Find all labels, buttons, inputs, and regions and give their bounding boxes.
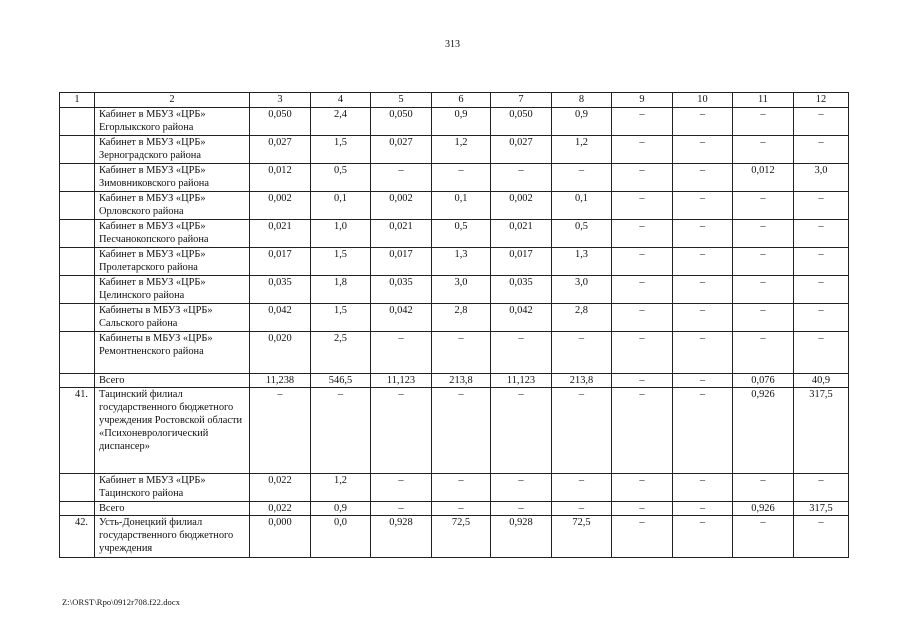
value-cell: – bbox=[371, 332, 432, 374]
table-row bbox=[60, 388, 849, 474]
value-cell: – bbox=[432, 332, 491, 374]
table-row bbox=[60, 220, 849, 248]
value-cell: – bbox=[733, 136, 794, 164]
value-cell: – bbox=[794, 276, 849, 304]
row-number-cell bbox=[60, 502, 95, 516]
value-cell: 0,022 bbox=[250, 502, 311, 516]
value-cell: – bbox=[794, 516, 849, 558]
page-number: 313 bbox=[445, 39, 460, 50]
value-cell: – bbox=[371, 388, 432, 474]
row-name-cell: Кабинет в МБУЗ «ЦРБ» Егорлыкского района bbox=[95, 108, 250, 136]
value-cell: 72,5 bbox=[552, 516, 612, 558]
value-cell: – bbox=[733, 304, 794, 332]
row-name-cell: Кабинет в МБУЗ «ЦРБ» Тацинского района bbox=[95, 474, 250, 502]
value-cell: 0,9 bbox=[311, 502, 371, 516]
value-cell: – bbox=[673, 304, 733, 332]
value-cell: 0,027 bbox=[371, 136, 432, 164]
value-cell: – bbox=[794, 192, 849, 220]
value-cell: – bbox=[552, 388, 612, 474]
column-number-header: 1 bbox=[60, 93, 95, 108]
value-cell: 0,9 bbox=[552, 108, 612, 136]
value-cell: – bbox=[552, 164, 612, 192]
value-cell: 11,238 bbox=[250, 374, 311, 388]
row-number-cell bbox=[60, 474, 95, 502]
value-cell: – bbox=[491, 474, 552, 502]
value-cell: – bbox=[794, 474, 849, 502]
value-cell: – bbox=[432, 388, 491, 474]
value-cell: 0,035 bbox=[250, 276, 311, 304]
value-cell: 317,5 bbox=[794, 502, 849, 516]
value-cell: – bbox=[733, 220, 794, 248]
value-cell: 0,020 bbox=[250, 332, 311, 374]
value-cell: 0,027 bbox=[491, 136, 552, 164]
value-cell: – bbox=[491, 164, 552, 192]
value-cell: – bbox=[612, 108, 673, 136]
column-number-header: 5 bbox=[371, 93, 432, 108]
value-cell: – bbox=[673, 516, 733, 558]
value-cell: 0,002 bbox=[371, 192, 432, 220]
value-cell: – bbox=[491, 332, 552, 374]
value-cell: 0,1 bbox=[311, 192, 371, 220]
row-name-cell: Кабинет в МБУЗ «ЦРБ» Орловского района bbox=[95, 192, 250, 220]
value-cell: – bbox=[612, 136, 673, 164]
value-cell: – bbox=[733, 248, 794, 276]
value-cell: 0,050 bbox=[371, 108, 432, 136]
value-cell: – bbox=[491, 388, 552, 474]
value-cell: 0,022 bbox=[250, 474, 311, 502]
table-row bbox=[60, 248, 849, 276]
value-cell: 0,050 bbox=[250, 108, 311, 136]
column-number-header: 7 bbox=[491, 93, 552, 108]
value-cell: – bbox=[612, 516, 673, 558]
value-cell: 546,5 bbox=[311, 374, 371, 388]
value-cell: 0,017 bbox=[491, 248, 552, 276]
value-cell: – bbox=[733, 108, 794, 136]
value-cell: 0,012 bbox=[733, 164, 794, 192]
value-cell: 11,123 bbox=[491, 374, 552, 388]
value-cell: 0,1 bbox=[552, 192, 612, 220]
column-number-header: 11 bbox=[733, 93, 794, 108]
row-name-cell: Всего bbox=[95, 502, 250, 516]
value-cell: – bbox=[612, 220, 673, 248]
value-cell: 0,002 bbox=[250, 192, 311, 220]
value-cell: 0,021 bbox=[250, 220, 311, 248]
column-number-header: 4 bbox=[311, 93, 371, 108]
table-row bbox=[60, 304, 849, 332]
value-cell: 1,3 bbox=[552, 248, 612, 276]
value-cell: – bbox=[794, 304, 849, 332]
value-cell: 1,2 bbox=[552, 136, 612, 164]
value-cell: – bbox=[794, 220, 849, 248]
value-cell: – bbox=[612, 332, 673, 374]
column-number-header: 3 bbox=[250, 93, 311, 108]
value-cell: 72,5 bbox=[432, 516, 491, 558]
column-number-header: 8 bbox=[552, 93, 612, 108]
table-row bbox=[60, 374, 849, 388]
value-cell: – bbox=[552, 332, 612, 374]
row-number-cell bbox=[60, 164, 95, 192]
value-cell: 0,050 bbox=[491, 108, 552, 136]
value-cell: – bbox=[673, 108, 733, 136]
value-cell: – bbox=[673, 276, 733, 304]
value-cell: 0,076 bbox=[733, 374, 794, 388]
value-cell: – bbox=[491, 502, 552, 516]
value-cell: – bbox=[612, 474, 673, 502]
value-cell: 1,5 bbox=[311, 304, 371, 332]
row-number-cell bbox=[60, 220, 95, 248]
value-cell: 0,928 bbox=[371, 516, 432, 558]
row-name-cell: Кабинет в МБУЗ «ЦРБ» Зерноградского района bbox=[95, 136, 250, 164]
column-number-header: 6 bbox=[432, 93, 491, 108]
table-row bbox=[60, 136, 849, 164]
row-number-cell: 42. bbox=[60, 516, 95, 558]
value-cell: 0,042 bbox=[371, 304, 432, 332]
value-cell: 3,0 bbox=[552, 276, 612, 304]
value-cell: 0,042 bbox=[491, 304, 552, 332]
value-cell: – bbox=[733, 332, 794, 374]
value-cell: – bbox=[673, 220, 733, 248]
table-header-row bbox=[60, 93, 849, 108]
row-name-cell: Кабинет в МБУЗ «ЦРБ» Целинского района bbox=[95, 276, 250, 304]
value-cell: – bbox=[673, 248, 733, 276]
row-number-cell bbox=[60, 136, 95, 164]
value-cell: – bbox=[612, 304, 673, 332]
value-cell: – bbox=[432, 502, 491, 516]
value-cell: – bbox=[673, 136, 733, 164]
value-cell: – bbox=[673, 374, 733, 388]
table-row bbox=[60, 276, 849, 304]
value-cell: 0,035 bbox=[371, 276, 432, 304]
value-cell: 1,5 bbox=[311, 136, 371, 164]
value-cell: 11,123 bbox=[371, 374, 432, 388]
value-cell: 0,002 bbox=[491, 192, 552, 220]
row-number-cell bbox=[60, 276, 95, 304]
value-cell: 0,027 bbox=[250, 136, 311, 164]
value-cell: – bbox=[673, 192, 733, 220]
value-cell: 2,8 bbox=[552, 304, 612, 332]
value-cell: 0,926 bbox=[733, 388, 794, 474]
row-name-cell: Кабинет в МБУЗ «ЦРБ» Пролетарского района bbox=[95, 248, 250, 276]
value-cell: 213,8 bbox=[552, 374, 612, 388]
value-cell: 0,021 bbox=[371, 220, 432, 248]
value-cell: – bbox=[612, 374, 673, 388]
row-number-cell bbox=[60, 108, 95, 136]
value-cell: 0,928 bbox=[491, 516, 552, 558]
value-cell: – bbox=[612, 164, 673, 192]
file-path-footer: Z:\ORST\Rpo\0912r708.f22.docx bbox=[62, 597, 181, 607]
value-cell: – bbox=[371, 502, 432, 516]
value-cell: 2,4 bbox=[311, 108, 371, 136]
value-cell: 0,5 bbox=[311, 164, 371, 192]
table-row bbox=[60, 502, 849, 516]
value-cell: – bbox=[612, 248, 673, 276]
value-cell: 0,5 bbox=[432, 220, 491, 248]
row-name-cell: Кабинеты в МБУЗ «ЦРБ» Сальского района bbox=[95, 304, 250, 332]
row-number-cell bbox=[60, 248, 95, 276]
value-cell: – bbox=[794, 332, 849, 374]
value-cell: 1,5 bbox=[311, 248, 371, 276]
value-cell: 2,5 bbox=[311, 332, 371, 374]
value-cell: 3,0 bbox=[432, 276, 491, 304]
value-cell: – bbox=[250, 388, 311, 474]
value-cell: 1,2 bbox=[432, 136, 491, 164]
value-cell: 0,021 bbox=[491, 220, 552, 248]
value-cell: 1,0 bbox=[311, 220, 371, 248]
row-number-cell: 41. bbox=[60, 388, 95, 474]
column-number-header: 2 bbox=[95, 93, 250, 108]
value-cell: – bbox=[612, 192, 673, 220]
value-cell: 3,0 bbox=[794, 164, 849, 192]
value-cell: – bbox=[673, 502, 733, 516]
value-cell: – bbox=[371, 164, 432, 192]
table-row bbox=[60, 164, 849, 192]
value-cell: 0,012 bbox=[250, 164, 311, 192]
data-table bbox=[59, 92, 849, 558]
table-row bbox=[60, 332, 849, 374]
value-cell: 1,2 bbox=[311, 474, 371, 502]
value-cell: 0,5 bbox=[552, 220, 612, 248]
value-cell: – bbox=[311, 388, 371, 474]
value-cell: 40,9 bbox=[794, 374, 849, 388]
row-number-cell bbox=[60, 192, 95, 220]
value-cell: – bbox=[673, 332, 733, 374]
value-cell: – bbox=[612, 502, 673, 516]
value-cell: – bbox=[794, 108, 849, 136]
value-cell: 0,0 bbox=[311, 516, 371, 558]
value-cell: 0,017 bbox=[371, 248, 432, 276]
value-cell: – bbox=[733, 192, 794, 220]
value-cell: – bbox=[371, 474, 432, 502]
column-number-header: 10 bbox=[673, 93, 733, 108]
row-name-cell: Усть-Донецкий филиал государственного бюджетного учреждения bbox=[95, 516, 250, 558]
value-cell: – bbox=[673, 164, 733, 192]
value-cell: 1,8 bbox=[311, 276, 371, 304]
value-cell: – bbox=[552, 474, 612, 502]
value-cell: 0,017 bbox=[250, 248, 311, 276]
value-cell: 0,042 bbox=[250, 304, 311, 332]
value-cell: – bbox=[733, 276, 794, 304]
value-cell: 213,8 bbox=[432, 374, 491, 388]
value-cell: 0,1 bbox=[432, 192, 491, 220]
value-cell: 0,9 bbox=[432, 108, 491, 136]
row-name-cell: Всего bbox=[95, 374, 250, 388]
column-number-header: 12 bbox=[794, 93, 849, 108]
value-cell: – bbox=[733, 516, 794, 558]
value-cell: – bbox=[552, 502, 612, 516]
row-number-cell bbox=[60, 304, 95, 332]
value-cell: – bbox=[432, 474, 491, 502]
value-cell: – bbox=[612, 276, 673, 304]
row-name-cell: Кабинет в МБУЗ «ЦРБ» Зимовниковского района bbox=[95, 164, 250, 192]
row-number-cell bbox=[60, 332, 95, 374]
value-cell: 0,035 bbox=[491, 276, 552, 304]
value-cell: – bbox=[673, 388, 733, 474]
value-cell: – bbox=[733, 474, 794, 502]
row-name-cell: Кабинеты в МБУЗ «ЦРБ» Ремонтненского района bbox=[95, 332, 250, 374]
value-cell: 2,8 bbox=[432, 304, 491, 332]
value-cell: – bbox=[794, 248, 849, 276]
value-cell: 317,5 bbox=[794, 388, 849, 474]
table-row bbox=[60, 474, 849, 502]
table-row bbox=[60, 516, 849, 558]
row-number-cell bbox=[60, 374, 95, 388]
value-cell: 0,926 bbox=[733, 502, 794, 516]
table-row bbox=[60, 108, 849, 136]
value-cell: – bbox=[673, 474, 733, 502]
table-row bbox=[60, 192, 849, 220]
value-cell: – bbox=[432, 164, 491, 192]
row-name-cell: Тацинский филиал государственного бюджетного учреждения Ростовской области «Психоневрологический диспансер» bbox=[95, 388, 250, 474]
row-name-cell: Кабинет в МБУЗ «ЦРБ» Песчанокопского района bbox=[95, 220, 250, 248]
value-cell: – bbox=[612, 388, 673, 474]
value-cell: 1,3 bbox=[432, 248, 491, 276]
value-cell: – bbox=[794, 136, 849, 164]
column-number-header: 9 bbox=[612, 93, 673, 108]
value-cell: 0,000 bbox=[250, 516, 311, 558]
